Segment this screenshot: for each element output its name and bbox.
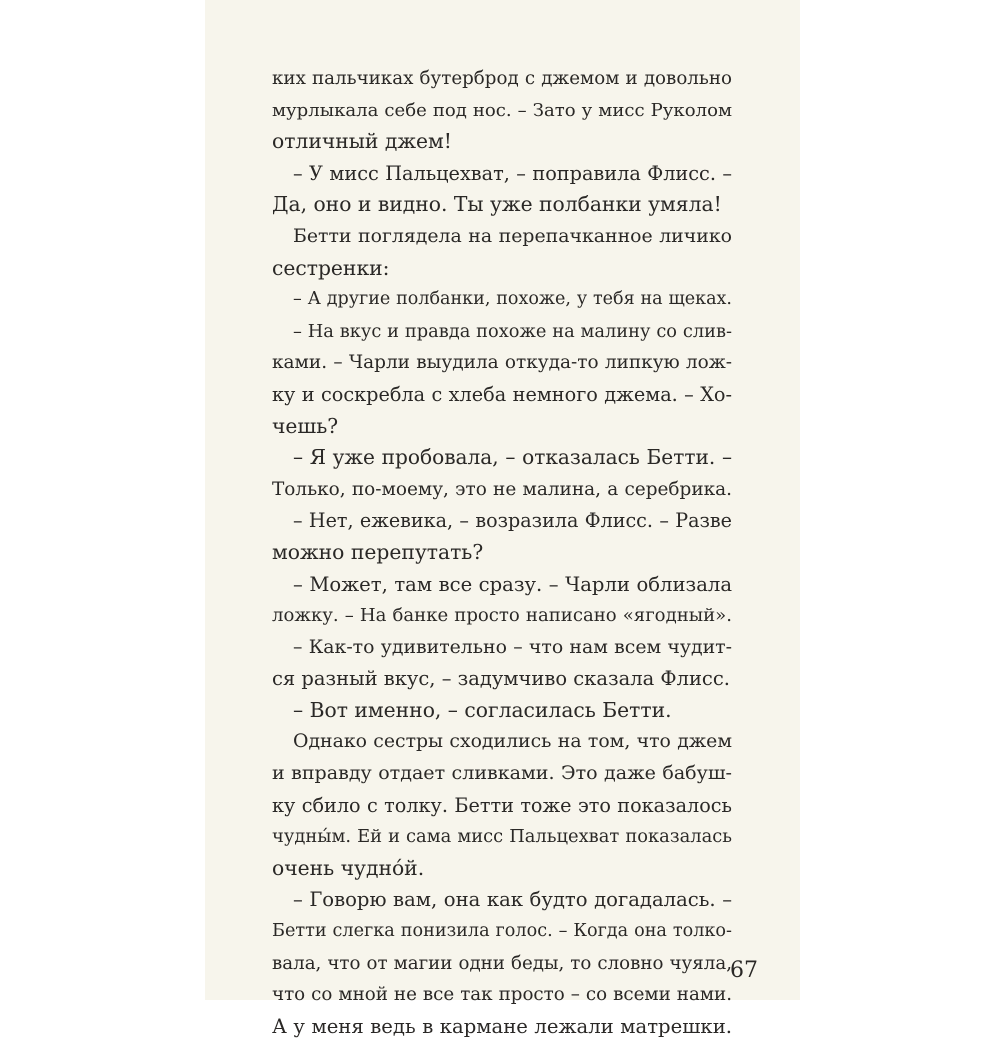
text-line: – Может, там все сразу. – Чарли облизала — [293, 572, 732, 596]
text-line: Только, по-моему, это не малина, а серебрика. — [272, 478, 732, 500]
page-body-text — [272, 63, 732, 1042]
text-line: отличный джем! — [272, 129, 452, 154]
text-line: – Как-то удивительно – что нам всем чудит- — [293, 635, 732, 658]
text-line: можно перепутать? — [272, 539, 484, 564]
text-line: – На вкус и правда похоже на малину со слив- — [293, 320, 732, 342]
text-line: ку и соскребла с хлеба немного джема. – Хо- — [272, 382, 732, 406]
text-line: сестренки: — [272, 255, 390, 280]
text-line: Бетти поглядела на перепачканное личико — [293, 224, 732, 247]
text-line: – Нет, ежевика, – возразила Флисс. – Разве — [293, 509, 732, 533]
text-line: – Вот именно, – согласилась Бетти. — [293, 697, 672, 722]
text-line: ких пальчиках бутерброд с джемом и довольно — [272, 68, 732, 89]
text-line: ся разный вкус, – задумчиво сказала Флисс. — [272, 667, 730, 691]
text-line: А у меня ведь в кармане лежали матрешки. — [272, 1014, 732, 1038]
text-line: очень чудно́й. — [272, 855, 425, 880]
text-line: Однако сестры сходились на том, что джем — [293, 731, 732, 753]
text-line: Да, оно и видно. Ты уже полбанки умяла! — [272, 192, 722, 217]
text-line: ку сбило с толку. Бетти тоже это показалось — [272, 793, 732, 817]
text-line: и вправду отдает сливками. Это даже бабуш- — [272, 762, 732, 785]
text-line: ками. – Чарли выудила откуда-то липкую лож- — [272, 352, 732, 374]
text-line: – У мисс Пальцехват, – поправила Флисс. – — [293, 161, 732, 185]
text-line: ложку. – На банке просто написано «ягодный». — [272, 605, 732, 627]
text-line: мурлыкала себе под нос. – Зато у мисс Руколом — [272, 99, 732, 121]
text-line: вала, что от магии одни беды, то словно чуяла, — [272, 952, 732, 974]
text-line: что со мной не все так просто – со всеми нами. — [272, 984, 732, 1006]
text-line: Бетти слегка понизила голос. – Когда она толко- — [272, 921, 732, 942]
text-line: чешь? — [272, 413, 339, 438]
text-line: чудны́м. Ей и сама мисс Пальцехват показалась — [272, 826, 732, 848]
text-line: – А другие полбанки, похоже, у тебя на щеках. — [293, 289, 732, 310]
text-line: – Говорю вам, она как будто догадалась. – — [293, 888, 732, 912]
text-line: – Я уже пробовала, – отказалась Бетти. – — [293, 445, 732, 470]
page-number: 67 — [730, 958, 758, 983]
